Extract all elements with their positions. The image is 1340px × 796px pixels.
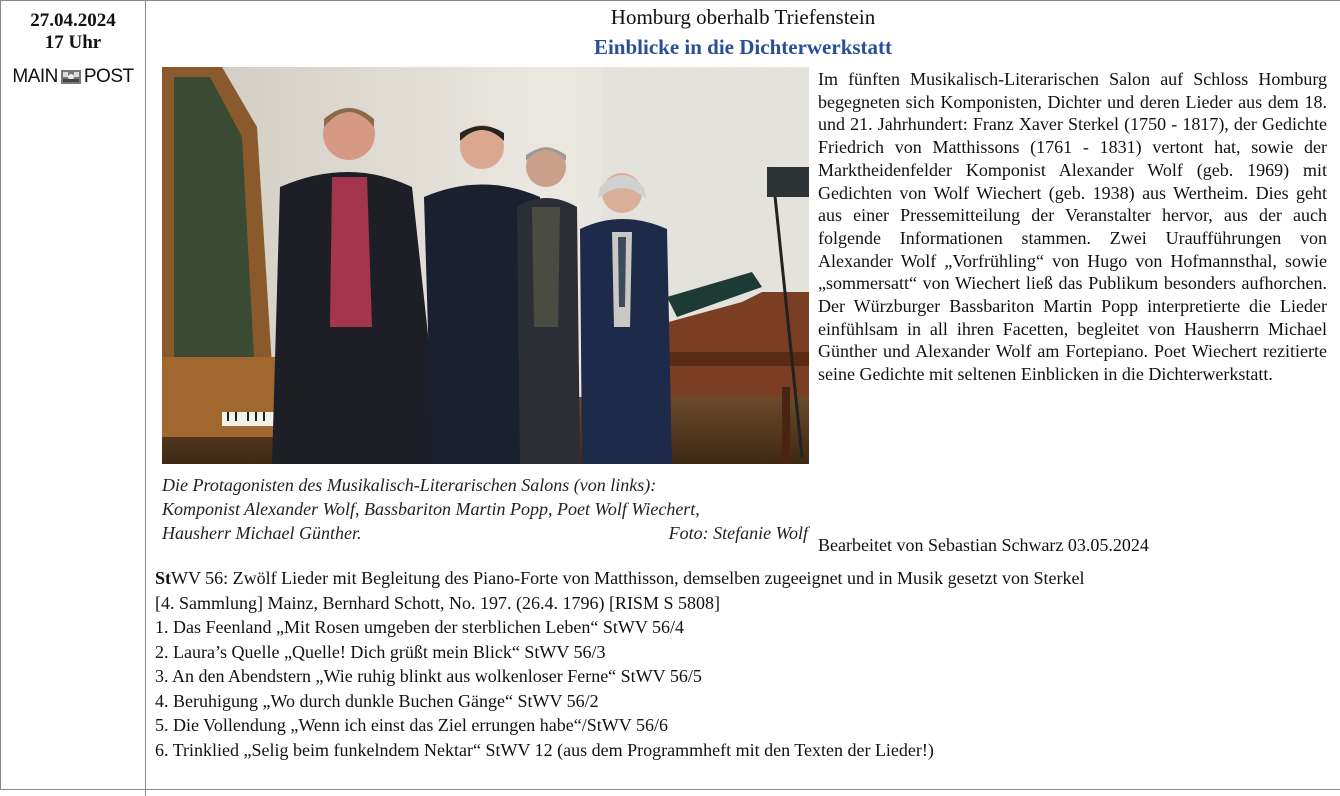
logo-right-text: POST [83,66,134,87]
sidebar [1,10,145,88]
works-heading-text: WV 56: Zwölf Lieder mit Begleitung des Piano-Forte von Matthisson, demselben zugeeignet und in Musik gesetzt von Sterkel [171,568,1085,588]
works-list [155,566,1335,762]
top-rule [0,0,1340,1]
logo-left-text: MAIN [12,66,58,87]
caption-last-line [162,521,808,545]
photo-caption [162,473,808,545]
list-item: 4. Beruhigung „Wo durch dunkle Buchen Gänge“ StWV 56/2 [155,690,599,711]
bottom-rule [0,789,1340,790]
list-item: 5. Die Vollendung „Wenn ich einst das Ziel errungen habe“/StWV 56/6 [155,715,668,735]
works-source: [4. Sammlung] Mainz, Bernhard Schott, No. 197. (26.4. 1796) [RISM S 5808] [155,592,720,613]
column-divider [145,0,146,796]
publication-time: 17 Uhr [44,32,102,53]
publication-date: 27.04.2024 [30,10,116,31]
caption-line: Komponist Alexander Wolf, Bassbariton Martin Popp, Poet Wolf Wiechert, [162,499,700,519]
list-item: 2. Laura’s Quelle „Quelle! Dich grüßt mein Blick“ StWV 56/3 [155,641,606,662]
article-body: Im fünften Musikalisch-Literarischen Salon auf Schloss Homburg begegneten sich Komponisten, Dichter und deren Lieder aus dem 18. und 21. Jahrhundert: Franz Xaver Sterkel (1750 - 1817), der Gedichte Friedrich von Matthissons (1761 - 1831) vertont hat, sowie der Marktheidenfelder Komponist Alexander Wolf (geb. 1969) mit Gedichten von Wolf Wiechert (geb. 1938) aus Wertheim. Dies geht aus einer Pressemitteilung der Veranstalter hervor, aus der auch folgende Informationen stammen. Zwei Uraufführungen von Alexander Wolf „Vorfrühling“ von Hugo von Hofmannsthal, sowie „sommersatt“ von Wiechert ließ das Publikum besonders aufhorchen. Der Würzburger Bassbariton Martin Popp interpretierte die Lieder einfühlsam in all ihren Facetten, begleitet von Hausherrn Michael Günther und Alexander Wolf am Fortepiano. Poet Wiechert rezitierte seine Gedichte mit seltenen Einblicken in die Dichterwerkstatt. [818,69,1327,385]
list-item: 3. An den Abendstern „Wie ruhig blinkt aus wolkenloser Ferne“ StWV 56/5 [155,666,702,686]
photo-illustration [162,67,809,464]
edited-by-note: Bearbeitet von Sebastian Schwarz 03.05.2024 [818,535,1149,555]
list-item: 6. Trinklied „Selig beim funkelndem Nektar“ StWV 12 (aus dem Programmheft mit den Texten der Lieder!) [155,739,934,760]
caption-line: Die Protagonisten des Musikalisch-Literarischen Salons (von links): [162,475,657,495]
left-rule [0,0,1,790]
article-location: Homburg oberhalb Triefenstein [610,5,876,29]
list-item: 1. Das Feenland „Mit Rosen umgeben der sterblichen Leben“ StWV 56/4 [155,617,685,637]
article-title: Einblicke in die Dichterwerkstatt [593,35,893,59]
works-heading-bold: St [155,568,172,588]
caption-line: Hausherr Michael Günther. [162,523,362,543]
salon-photo [162,67,809,464]
works-heading [155,566,1335,591]
crest-icon [60,68,82,86]
photo-credit: Foto: Stefanie Wolf [668,523,808,543]
main-post-logo [1,66,145,88]
